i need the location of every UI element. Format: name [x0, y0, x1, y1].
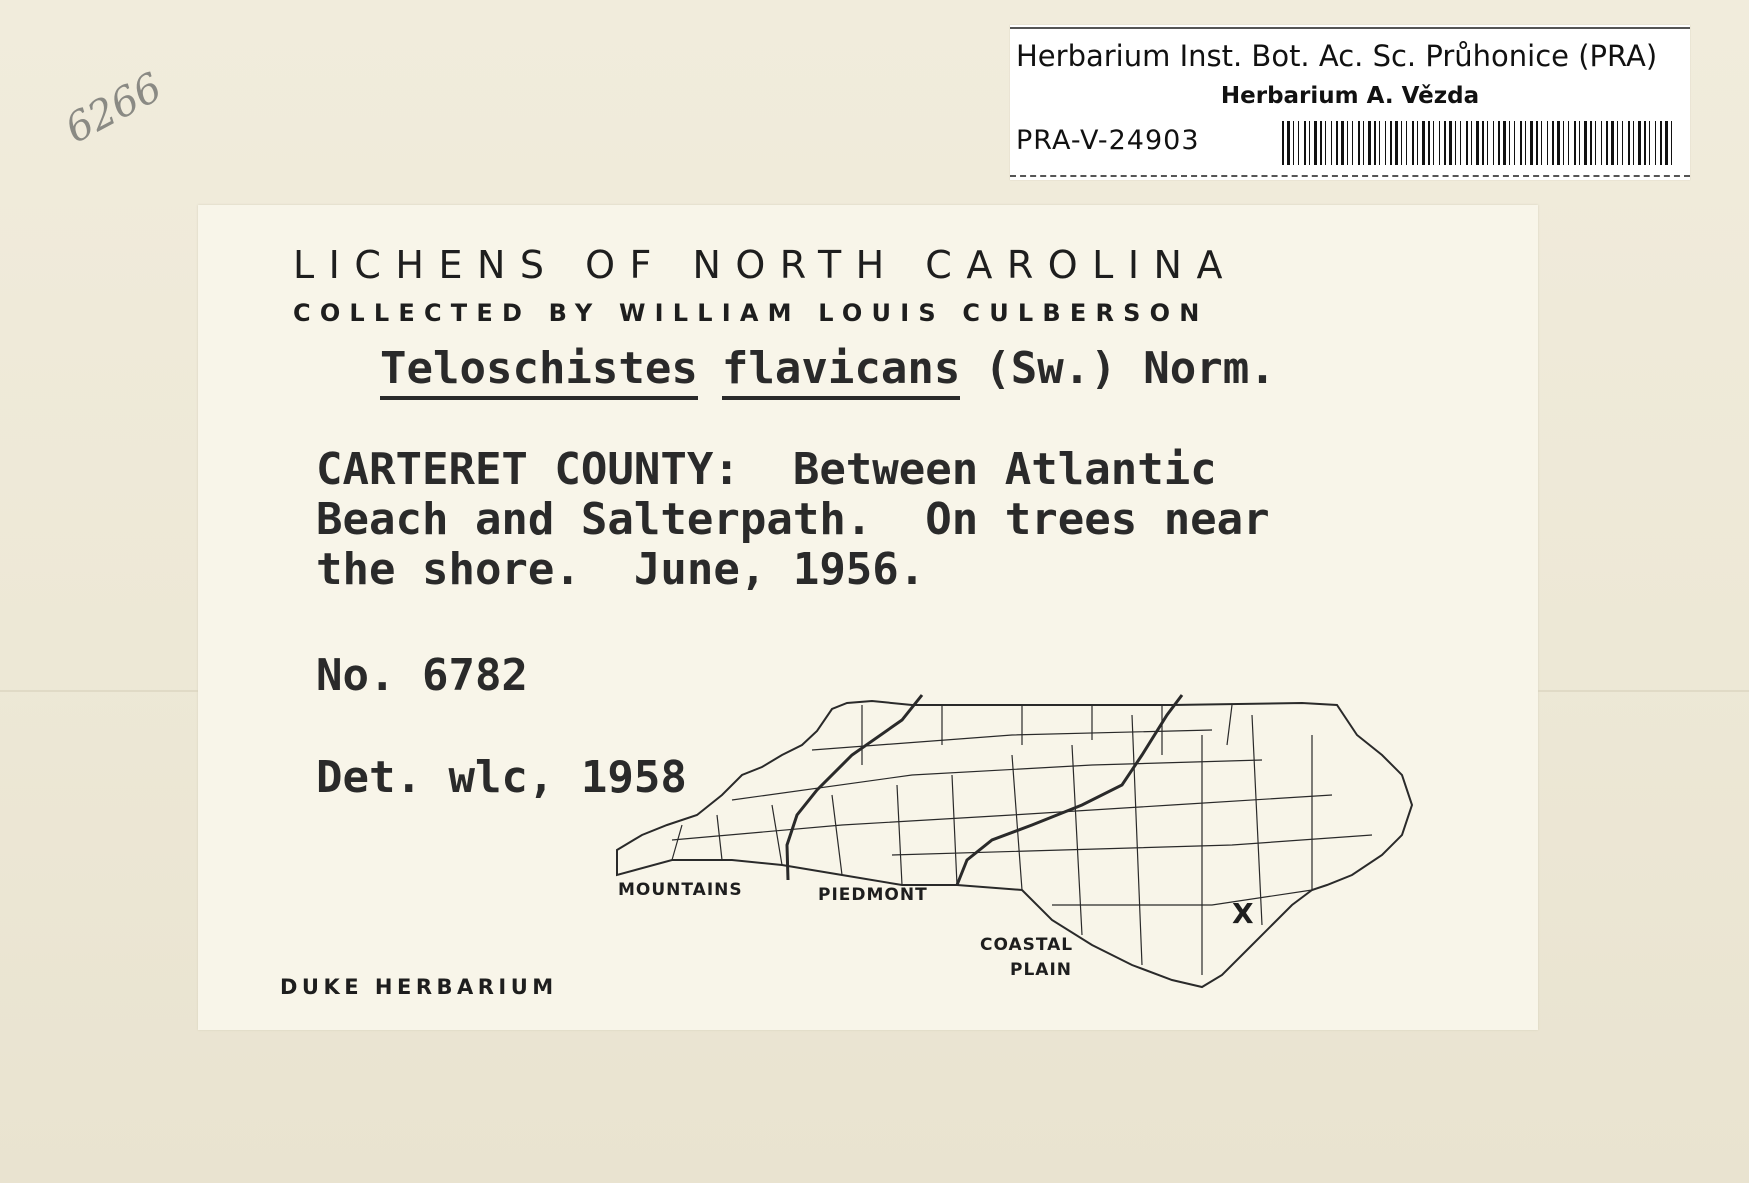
pra-label-cut-line	[1010, 175, 1690, 177]
barcode-bar	[1530, 121, 1533, 165]
barcode-bar	[1406, 121, 1407, 165]
barcode-bar	[1563, 121, 1564, 165]
barcode-bar	[1617, 121, 1618, 165]
barcode-bar	[1557, 121, 1560, 165]
barcode-bar	[1412, 121, 1414, 165]
barcode-bar	[1325, 121, 1326, 165]
barcode-bar	[1422, 121, 1425, 165]
map-label-piedmont: PIEDMONT	[818, 885, 928, 905]
pra-herbarium-label	[1010, 25, 1690, 180]
barcode-bar	[1503, 121, 1506, 165]
barcode-bar	[1579, 121, 1580, 165]
barcode-bar	[1336, 121, 1338, 165]
barcode-bar	[1644, 121, 1646, 165]
barcode-bar	[1287, 121, 1290, 165]
barcode-bar	[1433, 121, 1434, 165]
barcode-bar	[1525, 121, 1526, 165]
card-header-subtitle: COLLECTED BY WILLIAM LOUIS CULBERSON	[293, 299, 1209, 327]
barcode-bar	[1417, 121, 1418, 165]
barcode-bar	[1298, 121, 1299, 165]
barcode-bar	[1471, 121, 1472, 165]
barcode-bar	[1649, 121, 1650, 165]
locality-line: the shore. June, 1956.	[316, 544, 926, 595]
barcode-bar	[1385, 121, 1386, 165]
pra-label-top-rule	[1010, 27, 1690, 29]
locality-text	[316, 445, 1426, 595]
barcode-bar	[1331, 121, 1332, 165]
barcode-bar	[1547, 121, 1548, 165]
barcode-bar	[1476, 121, 1479, 165]
barcode-bar	[1358, 121, 1360, 165]
determination: Det. wlc, 1958	[316, 752, 687, 803]
map-label-plain: PLAIN	[1010, 960, 1073, 980]
barcode-bar	[1633, 121, 1634, 165]
taxon-genus: Teloschistes	[380, 343, 698, 400]
duke-specimen-card	[198, 205, 1538, 1030]
barcode-bar	[1460, 121, 1461, 165]
barcode-bar	[1379, 121, 1380, 165]
barcode-bar	[1590, 121, 1592, 165]
barcode-bar	[1304, 121, 1306, 165]
barcode-bar	[1638, 121, 1641, 165]
card-header-title: LICHENS OF NORTH CAROLINA	[293, 243, 1237, 287]
barcode-bar	[1568, 121, 1569, 165]
barcode-bar	[1601, 121, 1602, 165]
barcode-bar	[1622, 121, 1623, 165]
barcode-bar	[1487, 121, 1488, 165]
collection-number: No. 6782	[316, 650, 528, 701]
barcode-bar	[1482, 121, 1484, 165]
barcode-bar	[1428, 121, 1430, 165]
barcode-bar	[1628, 121, 1630, 165]
barcode-bar	[1611, 121, 1614, 165]
barcode-bar	[1606, 121, 1608, 165]
barcode-bar	[1584, 121, 1587, 165]
barcode-bar	[1374, 121, 1376, 165]
barcode-bar	[1514, 121, 1515, 165]
barcode-bar	[1595, 121, 1596, 165]
taxon-epithet: flavicans	[722, 343, 960, 400]
barcode-bar	[1509, 121, 1510, 165]
pra-institution-name: Herbarium Inst. Bot. Ac. Sc. Průhonice (PRA)	[1016, 39, 1658, 73]
barcode-bar	[1536, 121, 1538, 165]
barcode-bar	[1314, 121, 1317, 165]
barcode-bar	[1341, 121, 1344, 165]
barcode-bar	[1347, 121, 1348, 165]
barcode-bar	[1671, 121, 1672, 165]
barcode-bar	[1401, 121, 1402, 165]
locality-line: Beach and Salterpath. On trees near	[316, 494, 1270, 545]
locality-line: CARTERET COUNTY: Between Atlantic	[316, 444, 1217, 495]
barcode-bar	[1493, 121, 1494, 165]
barcode-bar	[1293, 121, 1294, 165]
barcode-bar	[1363, 121, 1364, 165]
barcode-bar	[1309, 121, 1310, 165]
barcode-bar	[1455, 121, 1456, 165]
barcode-bar	[1320, 121, 1322, 165]
barcode-bar	[1520, 121, 1522, 165]
barcode-bar	[1282, 121, 1284, 165]
pencil-annotation: 6266	[58, 64, 170, 153]
taxon-name	[380, 343, 1276, 400]
barcode-bar	[1444, 121, 1446, 165]
barcode-bar	[1439, 121, 1440, 165]
pra-specimen-id: PRA-V-24903	[1016, 125, 1200, 156]
barcode-bar	[1655, 121, 1656, 165]
map-label-coastal: COASTAL	[980, 935, 1074, 955]
barcode-bar	[1466, 121, 1468, 165]
barcode-bar	[1541, 121, 1542, 165]
barcode-bar	[1552, 121, 1554, 165]
card-footer-duke-herbarium: DUKE HERBARIUM	[280, 975, 558, 999]
specimen-locality-marker: X	[1232, 897, 1254, 930]
barcode-bar	[1395, 121, 1398, 165]
barcode-bar	[1449, 121, 1452, 165]
barcode-bar	[1574, 121, 1576, 165]
barcode-bar	[1352, 121, 1353, 165]
barcode-bar	[1660, 121, 1662, 165]
pra-collection-name: Herbarium A. Vězda	[1220, 83, 1480, 109]
map-label-mountains: MOUNTAINS	[618, 880, 743, 900]
taxon-author: (Sw.) Norm.	[984, 343, 1276, 394]
barcode-bar	[1498, 121, 1500, 165]
barcode-bar	[1665, 121, 1668, 165]
barcode-icon	[1280, 119, 1678, 167]
barcode-bar	[1368, 121, 1371, 165]
barcode-bar	[1390, 121, 1392, 165]
